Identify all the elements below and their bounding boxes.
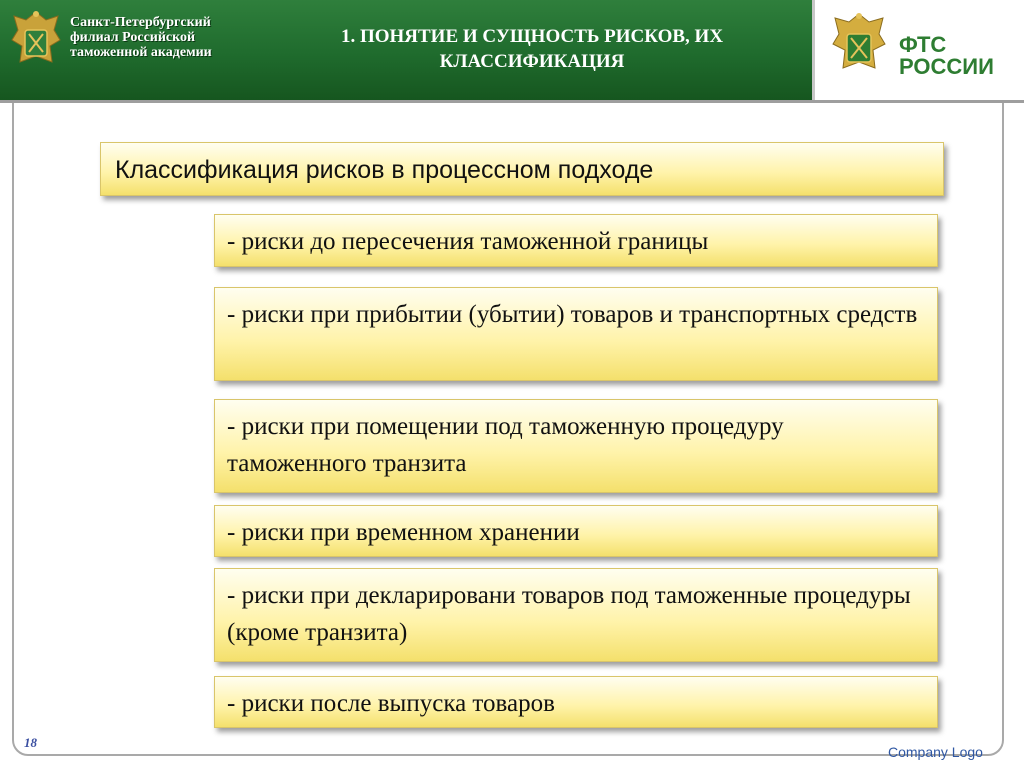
fts-logo-line: РОССИИ: [899, 54, 994, 79]
academy-line: таможенной академии: [70, 45, 212, 60]
fts-logo-text: [899, 34, 994, 78]
risk-item: - риски при декларировани товаров под таможенные процедуры (кроме транзита): [214, 568, 938, 662]
risk-item: - риски после выпуска товаров: [214, 676, 938, 728]
slide-title: 1. ПОНЯТИЕ И СУЩНОСТЬ РИСКОВ, ИХ КЛАССИФИКАЦИЯ: [340, 26, 724, 72]
slide-header: [0, 0, 1024, 103]
risk-item: - риски при временном хранении: [214, 505, 938, 557]
fts-logo-line: ФТС: [899, 32, 947, 57]
page-number: 18: [24, 735, 37, 750]
risk-item: - риски при помещении под таможенную процедуру таможенного транзита: [214, 399, 938, 493]
main-heading-box: Классификация рисков в процессном подходе: [100, 142, 944, 196]
academy-line: филиал Российской: [70, 30, 196, 45]
risk-item: - риски при прибытии (убытии) товаров и транспортных средств: [214, 287, 938, 381]
customs-emblem-icon: [8, 6, 64, 80]
fts-logo-panel: [812, 0, 1024, 100]
risk-item: - риски до пересечения таможенной границы: [214, 214, 938, 267]
fts-emblem-icon: [829, 8, 889, 88]
company-logo-text: Company Logo: [888, 744, 983, 760]
academy-line: Санкт-Петербургский: [70, 15, 211, 30]
academy-name: [70, 15, 260, 60]
